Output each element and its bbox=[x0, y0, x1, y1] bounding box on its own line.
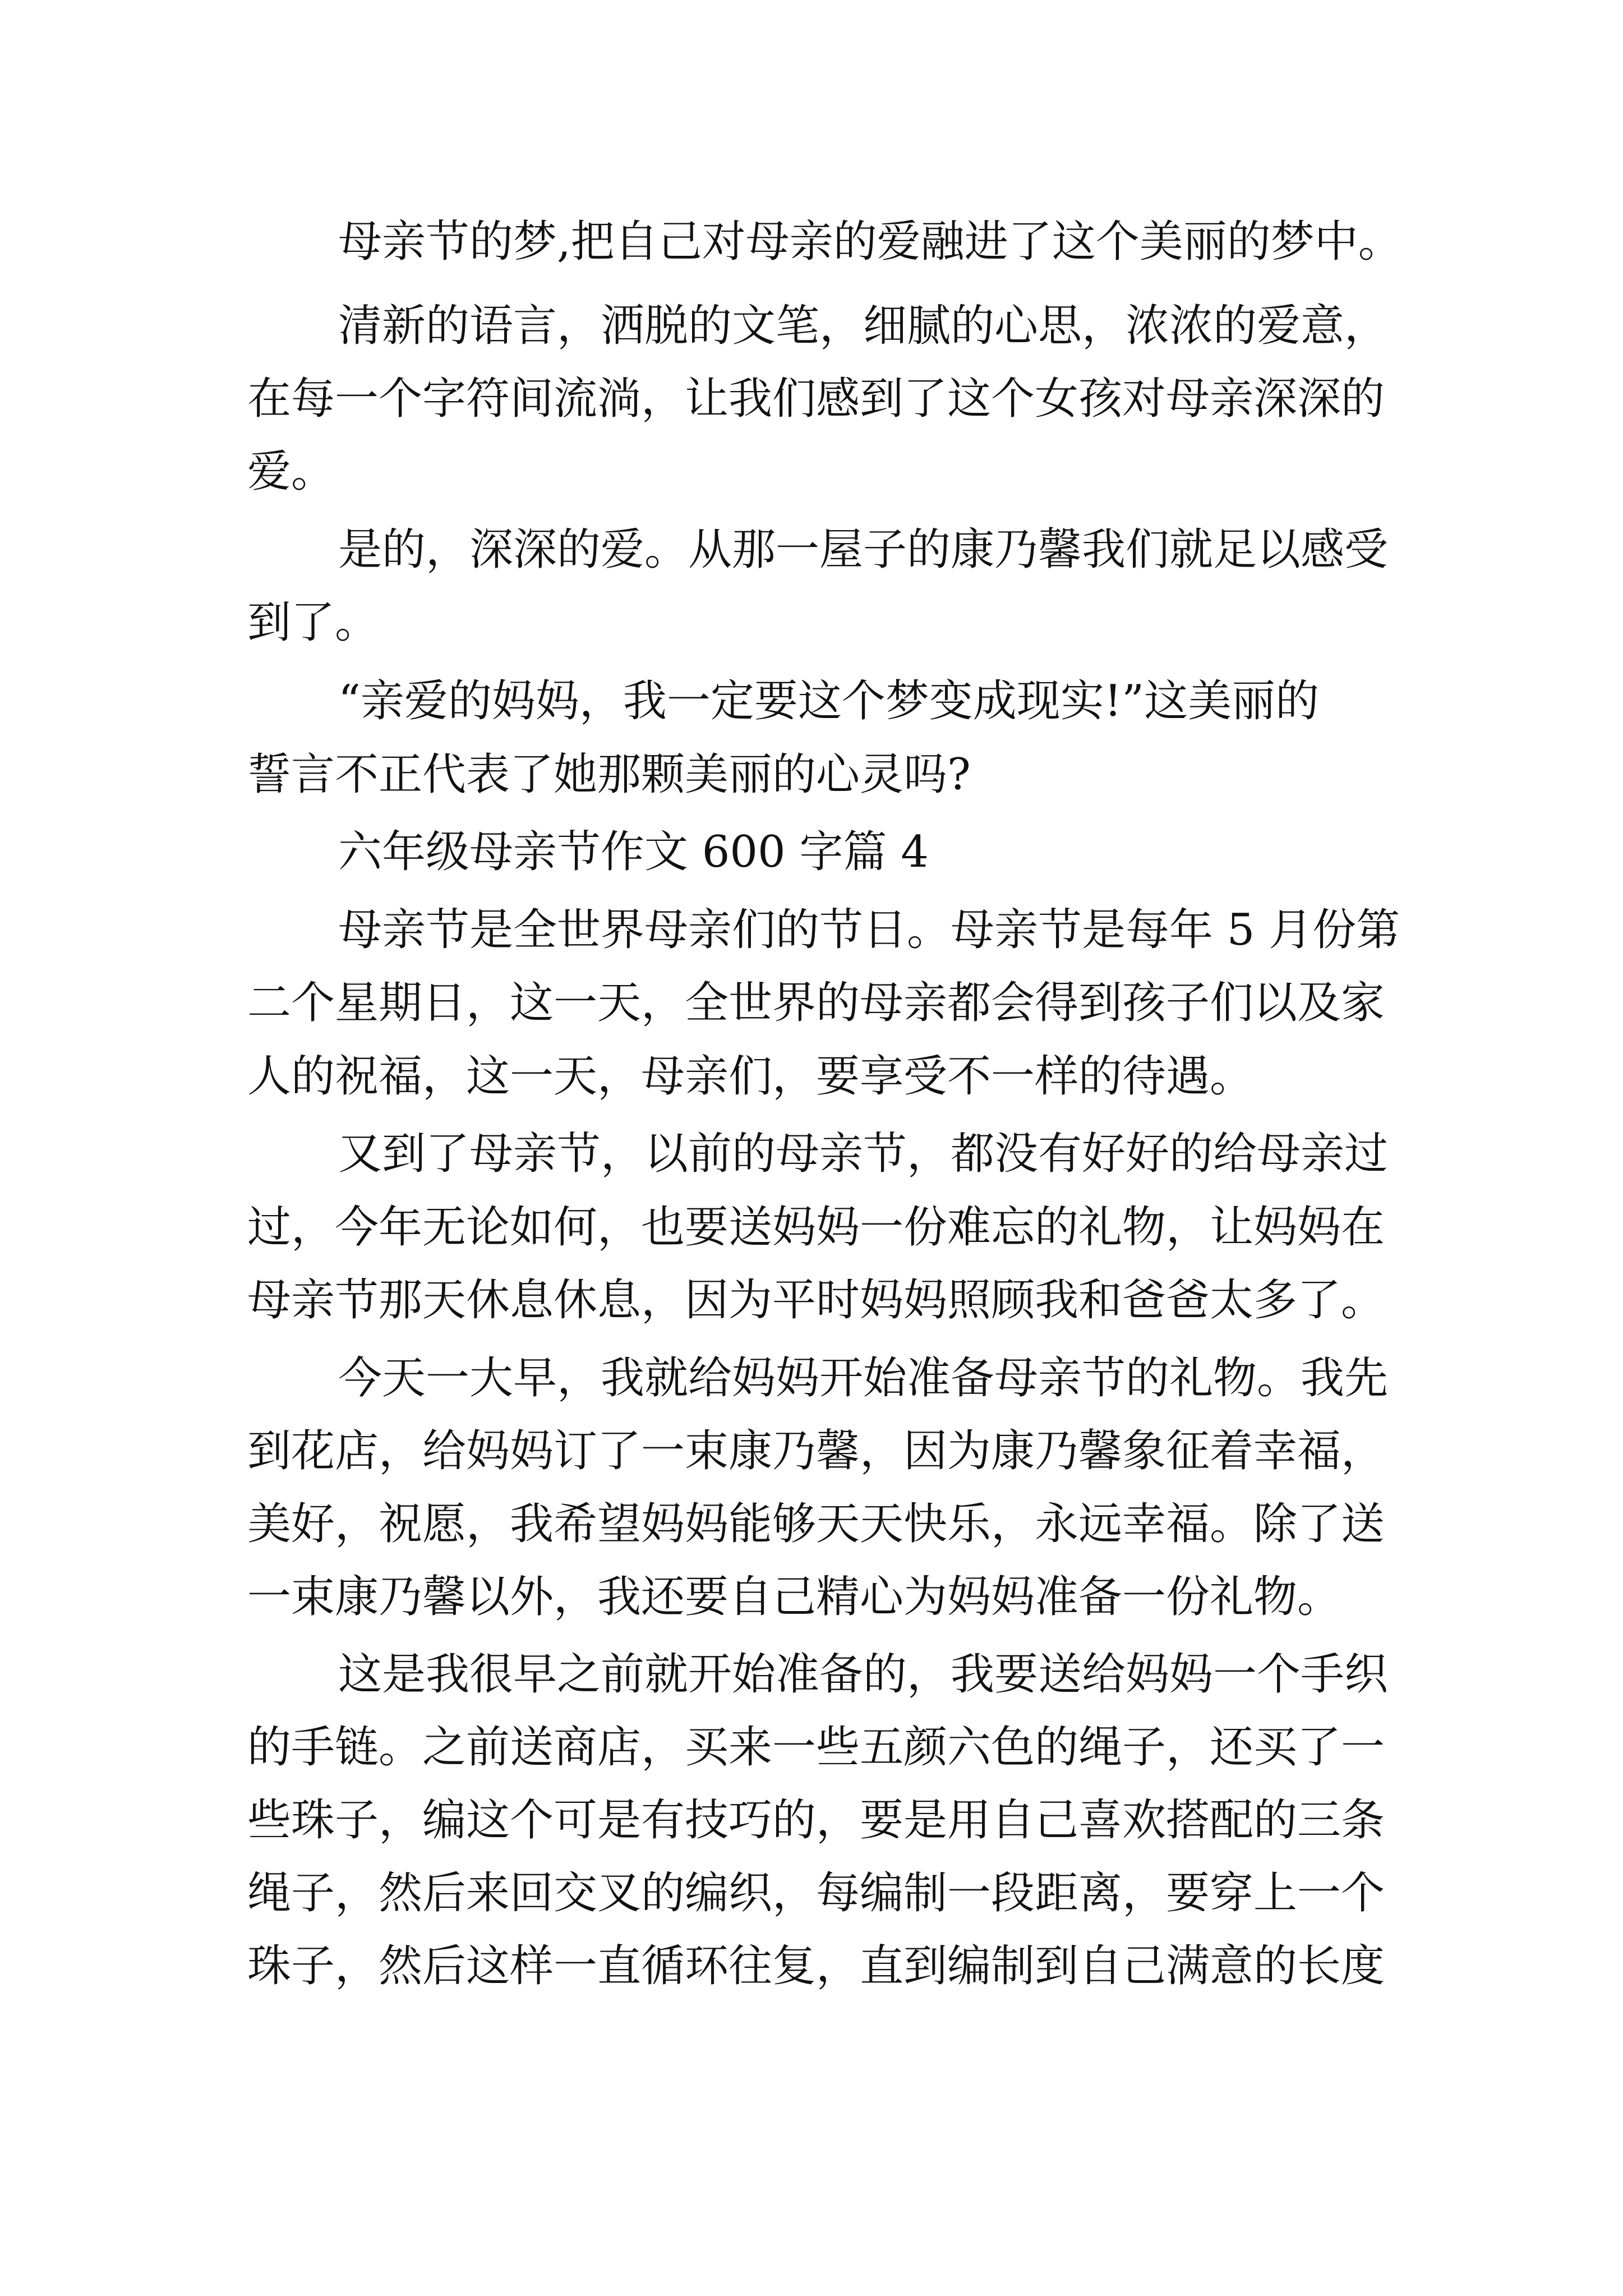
text-line: 今天一大早，我就给妈妈开始准备母亲节的礼物。我先 bbox=[338, 1353, 1389, 1404]
text-line: 母亲节那天休息休息，因为平时妈妈照顾我和爸爸太多了。 bbox=[247, 1275, 1385, 1326]
text-line: 珠子，然后这样一直循环往复，直到编制到自己满意的长度 bbox=[247, 1941, 1385, 1991]
text-line: “亲爱的妈妈，我一定要这个梦变成现实!”这美丽的 bbox=[338, 676, 1320, 726]
text-line: 清新的语言，洒脱的文笔，细腻的心思，浓浓的爱意， bbox=[338, 301, 1389, 351]
text-line: 美好，祝愿，我希望妈妈能够天天快乐，永远幸福。除了送 bbox=[247, 1499, 1385, 1549]
text-line: 一束康乃馨以外，我还要自己精心为妈妈准备一份礼物。 bbox=[247, 1572, 1341, 1622]
text-line: 到了。 bbox=[247, 597, 379, 648]
text-line: 些珠子，编这个可是有技巧的，要是用自己喜欢搭配的三条 bbox=[247, 1795, 1385, 1846]
text-line: 在每一个字符间流淌，让我们感到了这个女孩对母亲深深的 bbox=[247, 374, 1385, 424]
text-line: 母亲节是全世界母亲们的节日。母亲节是每年 5 月份第 bbox=[338, 905, 1400, 955]
section-heading: 六年级母亲节作文 600 字篇 4 bbox=[338, 827, 929, 877]
text-line: 是的，深深的爱。从那一屋子的康乃馨我们就足以感受 bbox=[338, 524, 1389, 575]
text-line: 誓言不正代表了她那颗美丽的心灵吗? bbox=[247, 749, 971, 800]
text-line: 爱。 bbox=[247, 447, 335, 497]
text-line: 这是我很早之前就开始准备的，我要送给妈妈一个手织 bbox=[338, 1649, 1389, 1700]
text-line: 人的祝福，这一天，母亲们，要享受不一样的待遇。 bbox=[247, 1051, 1254, 1102]
text-line: 又到了母亲节，以前的母亲节，都没有好好的给母亲过 bbox=[338, 1129, 1389, 1179]
text-line: 二个星期日，这一天，全世界的母亲都会得到孩子们以及家 bbox=[247, 978, 1385, 1028]
text-line: 到花店，给妈妈订了一束康乃馨，因为康乃馨象征着幸福， bbox=[247, 1426, 1385, 1476]
text-line: 过，今年无论如何，也要送妈妈一份难忘的礼物，让妈妈在 bbox=[247, 1202, 1385, 1253]
text-line: 母亲节的梦,把自己对母亲的爱融进了这个美丽的梦中。 bbox=[338, 217, 1402, 267]
text-line: 绳子，然后来回交叉的编织，每编制一段距离，要穿上一个 bbox=[247, 1868, 1385, 1918]
text-line: 的手链。之前送商店，买来一些五颜六色的绳子，还买了一 bbox=[247, 1722, 1385, 1773]
